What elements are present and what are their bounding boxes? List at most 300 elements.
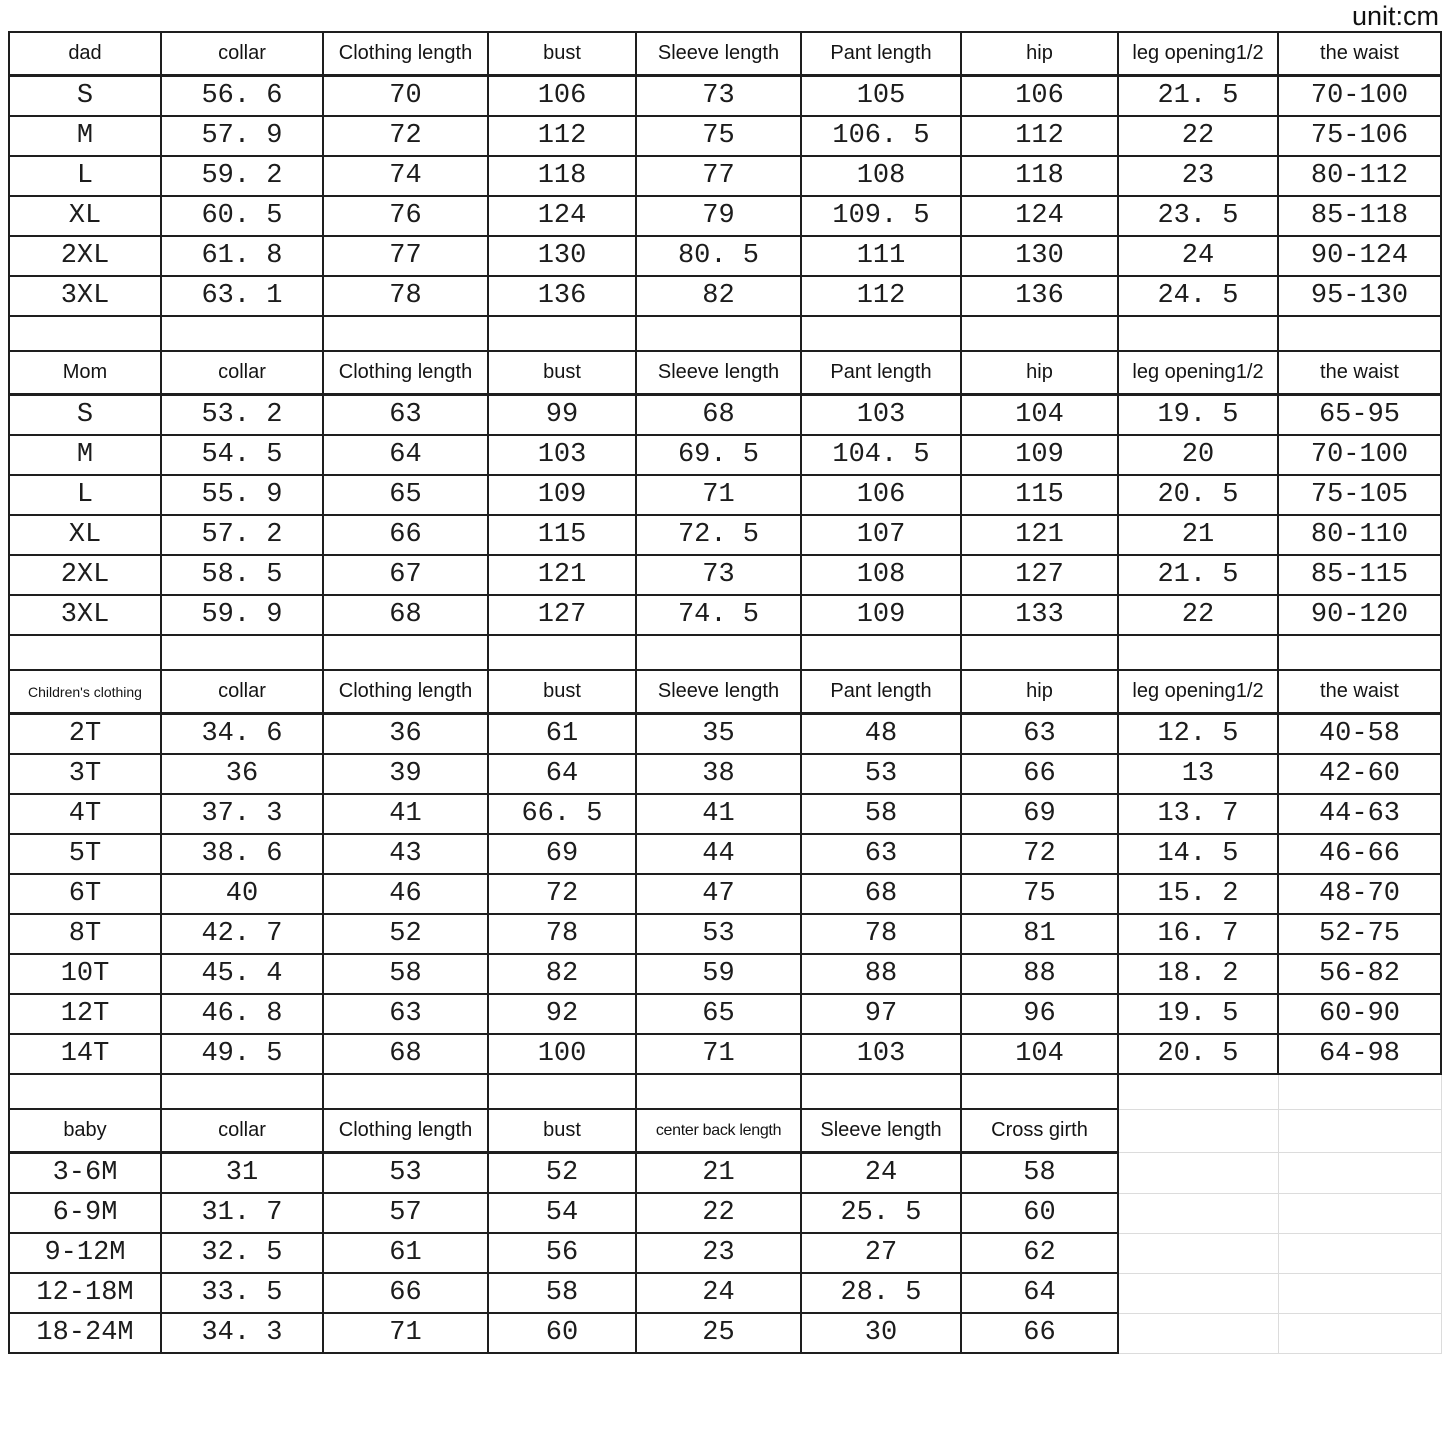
header-cell: hip — [961, 670, 1118, 714]
value-cell: 92 — [488, 994, 636, 1034]
value-cell: 81 — [961, 914, 1118, 954]
header-cell: Sleeve length — [636, 32, 801, 76]
value-cell: 60-90 — [1278, 994, 1441, 1034]
value-cell: 49. 5 — [161, 1034, 323, 1074]
value-cell: 18. 2 — [1118, 954, 1278, 994]
size-cell: 12-18M — [9, 1273, 161, 1313]
value-cell: 61. 8 — [161, 236, 323, 276]
value-cell: 77 — [636, 156, 801, 196]
value-cell: 61 — [323, 1233, 488, 1273]
value-cell: 76 — [323, 196, 488, 236]
value-cell: 82 — [488, 954, 636, 994]
empty-cell — [1118, 635, 1278, 670]
value-cell: 23 — [1118, 156, 1278, 196]
value-cell: 60 — [961, 1193, 1118, 1233]
value-cell: 108 — [801, 555, 961, 595]
separator-row-2 — [9, 635, 1441, 670]
value-cell: 47 — [636, 874, 801, 914]
value-cell: 63 — [961, 714, 1118, 755]
value-cell: 42-60 — [1278, 754, 1441, 794]
empty-cell — [961, 316, 1118, 351]
value-cell: 63 — [323, 994, 488, 1034]
children-row — [9, 754, 1441, 794]
value-cell: 24 — [801, 1153, 961, 1194]
value-cell: 63 — [801, 834, 961, 874]
value-cell: 121 — [961, 515, 1118, 555]
dad-row — [9, 116, 1441, 156]
size-cell: 2XL — [9, 555, 161, 595]
header-cell: leg opening1/2 — [1118, 32, 1278, 76]
empty-cell — [801, 1074, 961, 1109]
value-cell: 13 — [1118, 754, 1278, 794]
mom-header-row — [9, 351, 1441, 395]
ghost-cell — [1278, 1313, 1441, 1353]
value-cell: 109. 5 — [801, 196, 961, 236]
empty-cell — [488, 1074, 636, 1109]
empty-cell — [323, 635, 488, 670]
value-cell: 22 — [1118, 116, 1278, 156]
value-cell: 105 — [801, 76, 961, 117]
value-cell: 112 — [961, 116, 1118, 156]
value-cell: 48-70 — [1278, 874, 1441, 914]
header-cell: bust — [488, 32, 636, 76]
value-cell: 35 — [636, 714, 801, 755]
value-cell: 21 — [636, 1153, 801, 1194]
value-cell: 53 — [323, 1153, 488, 1194]
size-cell: XL — [9, 515, 161, 555]
value-cell: 103 — [801, 395, 961, 436]
header-cell: collar — [161, 1109, 323, 1153]
value-cell: 13. 7 — [1118, 794, 1278, 834]
value-cell: 68 — [636, 395, 801, 436]
header-cell: Cross girth — [961, 1109, 1118, 1153]
value-cell: 39 — [323, 754, 488, 794]
value-cell: 64-98 — [1278, 1034, 1441, 1074]
value-cell: 136 — [488, 276, 636, 316]
header-cell: Pant length — [801, 32, 961, 76]
value-cell: 62 — [961, 1233, 1118, 1273]
value-cell: 109 — [488, 475, 636, 515]
dad-header-row — [9, 32, 1441, 76]
value-cell: 106 — [488, 76, 636, 117]
dad-row — [9, 276, 1441, 316]
baby-row — [9, 1193, 1441, 1233]
value-cell: 72 — [488, 874, 636, 914]
value-cell: 20 — [1118, 435, 1278, 475]
value-cell: 109 — [961, 435, 1118, 475]
empty-cell — [161, 316, 323, 351]
value-cell: 100 — [488, 1034, 636, 1074]
header-cell: Mom — [9, 351, 161, 395]
value-cell: 56 — [488, 1233, 636, 1273]
value-cell: 19. 5 — [1118, 395, 1278, 436]
value-cell: 64 — [323, 435, 488, 475]
value-cell: 90-120 — [1278, 595, 1441, 635]
value-cell: 53 — [636, 914, 801, 954]
value-cell: 82 — [636, 276, 801, 316]
value-cell: 74 — [323, 156, 488, 196]
value-cell: 58. 5 — [161, 555, 323, 595]
children-row — [9, 794, 1441, 834]
value-cell: 70-100 — [1278, 76, 1441, 117]
value-cell: 115 — [488, 515, 636, 555]
header-cell: Clothing length — [323, 670, 488, 714]
value-cell: 43 — [323, 834, 488, 874]
size-cell: 10T — [9, 954, 161, 994]
ghost-cell — [1118, 1193, 1278, 1233]
empty-cell — [323, 316, 488, 351]
children-row — [9, 714, 1441, 755]
empty-cell — [801, 635, 961, 670]
value-cell: 67 — [323, 555, 488, 595]
ghost-cell — [1118, 1273, 1278, 1313]
empty-cell — [161, 1074, 323, 1109]
header-cell: Sleeve length — [801, 1109, 961, 1153]
value-cell: 68 — [323, 1034, 488, 1074]
value-cell: 118 — [961, 156, 1118, 196]
value-cell: 40-58 — [1278, 714, 1441, 755]
value-cell: 75 — [636, 116, 801, 156]
value-cell: 80-112 — [1278, 156, 1441, 196]
value-cell: 111 — [801, 236, 961, 276]
dad-row — [9, 236, 1441, 276]
ghost-cell — [1118, 1233, 1278, 1273]
mom-section — [9, 351, 1441, 635]
header-cell: collar — [161, 670, 323, 714]
value-cell: 12. 5 — [1118, 714, 1278, 755]
separator-row — [9, 635, 1441, 670]
value-cell: 71 — [636, 1034, 801, 1074]
value-cell: 28. 5 — [801, 1273, 961, 1313]
separator-row-1 — [9, 316, 1441, 351]
ghost-cell — [1278, 1074, 1441, 1109]
value-cell: 19. 5 — [1118, 994, 1278, 1034]
ghost-cell — [1278, 1109, 1441, 1153]
value-cell: 20. 5 — [1118, 1034, 1278, 1074]
ghost-cell — [1118, 1313, 1278, 1353]
value-cell: 77 — [323, 236, 488, 276]
baby-header-row — [9, 1109, 1441, 1153]
value-cell: 66 — [323, 515, 488, 555]
value-cell: 24 — [636, 1273, 801, 1313]
value-cell: 22 — [636, 1193, 801, 1233]
value-cell: 25. 5 — [801, 1193, 961, 1233]
value-cell: 112 — [801, 276, 961, 316]
header-cell: bust — [488, 1109, 636, 1153]
mom-row — [9, 595, 1441, 635]
size-cell: L — [9, 156, 161, 196]
value-cell: 136 — [961, 276, 1118, 316]
value-cell: 130 — [961, 236, 1118, 276]
empty-cell — [9, 1074, 161, 1109]
empty-cell — [9, 316, 161, 351]
size-cell: 14T — [9, 1034, 161, 1074]
mom-row — [9, 395, 1441, 436]
value-cell: 103 — [488, 435, 636, 475]
value-cell: 52 — [323, 914, 488, 954]
value-cell: 104 — [961, 395, 1118, 436]
value-cell: 127 — [961, 555, 1118, 595]
mom-row — [9, 515, 1441, 555]
value-cell: 68 — [323, 595, 488, 635]
value-cell: 45. 4 — [161, 954, 323, 994]
value-cell: 80. 5 — [636, 236, 801, 276]
value-cell: 54. 5 — [161, 435, 323, 475]
baby-row — [9, 1233, 1441, 1273]
value-cell: 60 — [488, 1313, 636, 1353]
dad-row — [9, 76, 1441, 117]
children-row — [9, 994, 1441, 1034]
value-cell: 38 — [636, 754, 801, 794]
value-cell: 71 — [323, 1313, 488, 1353]
empty-cell — [636, 635, 801, 670]
children-row — [9, 1034, 1441, 1074]
size-cell: 8T — [9, 914, 161, 954]
value-cell: 48 — [801, 714, 961, 755]
header-cell: dad — [9, 32, 161, 76]
empty-cell — [9, 635, 161, 670]
value-cell: 66 — [961, 754, 1118, 794]
value-cell: 41 — [636, 794, 801, 834]
size-cell: 18-24M — [9, 1313, 161, 1353]
value-cell: 103 — [801, 1034, 961, 1074]
size-cell: 12T — [9, 994, 161, 1034]
value-cell: 52-75 — [1278, 914, 1441, 954]
value-cell: 66 — [323, 1273, 488, 1313]
ghost-cell — [1278, 1153, 1441, 1194]
value-cell: 106. 5 — [801, 116, 961, 156]
value-cell: 65 — [323, 475, 488, 515]
value-cell: 58 — [801, 794, 961, 834]
value-cell: 31 — [161, 1153, 323, 1194]
value-cell: 95-130 — [1278, 276, 1441, 316]
dad-section — [9, 32, 1441, 316]
size-cell: 6T — [9, 874, 161, 914]
header-cell: center back length — [636, 1109, 801, 1153]
size-cell: 3XL — [9, 276, 161, 316]
value-cell: 21 — [1118, 515, 1278, 555]
size-cell: 6-9M — [9, 1193, 161, 1233]
value-cell: 88 — [961, 954, 1118, 994]
value-cell: 27 — [801, 1233, 961, 1273]
empty-cell — [1118, 316, 1278, 351]
value-cell: 124 — [961, 196, 1118, 236]
mom-row — [9, 555, 1441, 595]
value-cell: 23. 5 — [1118, 196, 1278, 236]
header-cell: hip — [961, 32, 1118, 76]
children-section — [9, 670, 1441, 1074]
header-cell: bust — [488, 670, 636, 714]
ghost-cell — [1118, 1109, 1278, 1153]
header-cell: Sleeve length — [636, 351, 801, 395]
size-cell: 3XL — [9, 595, 161, 635]
size-cell: M — [9, 116, 161, 156]
dad-row — [9, 156, 1441, 196]
ghost-cell — [1278, 1233, 1441, 1273]
size-cell: 3T — [9, 754, 161, 794]
separator-row-3 — [9, 1074, 1441, 1109]
value-cell: 32. 5 — [161, 1233, 323, 1273]
header-cell: baby — [9, 1109, 161, 1153]
value-cell: 30 — [801, 1313, 961, 1353]
size-cell: 5T — [9, 834, 161, 874]
value-cell: 118 — [488, 156, 636, 196]
size-cell: M — [9, 435, 161, 475]
value-cell: 107 — [801, 515, 961, 555]
value-cell: 69. 5 — [636, 435, 801, 475]
value-cell: 75-105 — [1278, 475, 1441, 515]
header-cell: bust — [488, 351, 636, 395]
value-cell: 52 — [488, 1153, 636, 1194]
value-cell: 124 — [488, 196, 636, 236]
value-cell: 106 — [801, 475, 961, 515]
value-cell: 33. 5 — [161, 1273, 323, 1313]
size-cell: 9-12M — [9, 1233, 161, 1273]
value-cell: 53. 2 — [161, 395, 323, 436]
value-cell: 58 — [961, 1153, 1118, 1194]
value-cell: 70 — [323, 76, 488, 117]
value-cell: 63. 1 — [161, 276, 323, 316]
value-cell: 69 — [488, 834, 636, 874]
value-cell: 127 — [488, 595, 636, 635]
value-cell: 41 — [323, 794, 488, 834]
baby-row — [9, 1313, 1441, 1353]
value-cell: 31. 7 — [161, 1193, 323, 1233]
value-cell: 63 — [323, 395, 488, 436]
header-cell: hip — [961, 351, 1118, 395]
value-cell: 64 — [488, 754, 636, 794]
value-cell: 42. 7 — [161, 914, 323, 954]
value-cell: 78 — [801, 914, 961, 954]
value-cell: 71 — [636, 475, 801, 515]
empty-cell — [1278, 316, 1441, 351]
value-cell: 121 — [488, 555, 636, 595]
header-cell: Children's clothing — [9, 670, 161, 714]
value-cell: 130 — [488, 236, 636, 276]
value-cell: 70-100 — [1278, 435, 1441, 475]
value-cell: 96 — [961, 994, 1118, 1034]
size-cell: S — [9, 395, 161, 436]
empty-cell — [488, 635, 636, 670]
value-cell: 72 — [323, 116, 488, 156]
header-cell: the waist — [1278, 351, 1441, 395]
value-cell: 57 — [323, 1193, 488, 1233]
value-cell: 79 — [636, 196, 801, 236]
header-cell: Sleeve length — [636, 670, 801, 714]
baby-row — [9, 1273, 1441, 1313]
value-cell: 74. 5 — [636, 595, 801, 635]
header-cell: collar — [161, 32, 323, 76]
value-cell: 66. 5 — [488, 794, 636, 834]
value-cell: 66 — [961, 1313, 1118, 1353]
value-cell: 34. 6 — [161, 714, 323, 755]
value-cell: 59. 9 — [161, 595, 323, 635]
ghost-cell — [1118, 1074, 1278, 1109]
header-cell: collar — [161, 351, 323, 395]
value-cell: 75 — [961, 874, 1118, 914]
value-cell: 73 — [636, 555, 801, 595]
ghost-cell — [1118, 1153, 1278, 1194]
value-cell: 59 — [636, 954, 801, 994]
header-cell: the waist — [1278, 670, 1441, 714]
value-cell: 46. 8 — [161, 994, 323, 1034]
value-cell: 54 — [488, 1193, 636, 1233]
value-cell: 78 — [488, 914, 636, 954]
size-cell: XL — [9, 196, 161, 236]
size-cell: S — [9, 76, 161, 117]
empty-cell — [801, 316, 961, 351]
value-cell: 58 — [323, 954, 488, 994]
value-cell: 15. 2 — [1118, 874, 1278, 914]
value-cell: 90-124 — [1278, 236, 1441, 276]
value-cell: 133 — [961, 595, 1118, 635]
header-cell: Clothing length — [323, 351, 488, 395]
size-cell: 2T — [9, 714, 161, 755]
header-cell: leg opening1/2 — [1118, 351, 1278, 395]
value-cell: 60. 5 — [161, 196, 323, 236]
value-cell: 24. 5 — [1118, 276, 1278, 316]
value-cell: 37. 3 — [161, 794, 323, 834]
size-cell: L — [9, 475, 161, 515]
value-cell: 21. 5 — [1118, 555, 1278, 595]
value-cell: 72. 5 — [636, 515, 801, 555]
value-cell: 40 — [161, 874, 323, 914]
value-cell: 108 — [801, 156, 961, 196]
separator-row — [9, 1074, 1441, 1109]
value-cell: 20. 5 — [1118, 475, 1278, 515]
header-cell: Pant length — [801, 351, 961, 395]
value-cell: 59. 2 — [161, 156, 323, 196]
baby-section — [9, 1109, 1441, 1353]
value-cell: 14. 5 — [1118, 834, 1278, 874]
value-cell: 57. 2 — [161, 515, 323, 555]
empty-cell — [1278, 635, 1441, 670]
size-cell: 4T — [9, 794, 161, 834]
empty-cell — [323, 1074, 488, 1109]
empty-cell — [488, 316, 636, 351]
empty-cell — [961, 1074, 1118, 1109]
value-cell: 61 — [488, 714, 636, 755]
value-cell: 65 — [636, 994, 801, 1034]
value-cell: 104 — [961, 1034, 1118, 1074]
value-cell: 85-118 — [1278, 196, 1441, 236]
value-cell: 56-82 — [1278, 954, 1441, 994]
children-row — [9, 914, 1441, 954]
value-cell: 106 — [961, 76, 1118, 117]
baby-row — [9, 1153, 1441, 1194]
value-cell: 97 — [801, 994, 961, 1034]
children-header-row — [9, 670, 1441, 714]
size-chart-table — [8, 31, 1442, 1354]
value-cell: 46-66 — [1278, 834, 1441, 874]
value-cell: 36 — [161, 754, 323, 794]
dad-row — [9, 196, 1441, 236]
value-cell: 46 — [323, 874, 488, 914]
value-cell: 112 — [488, 116, 636, 156]
ghost-cell — [1278, 1273, 1441, 1313]
header-cell: Pant length — [801, 670, 961, 714]
value-cell: 23 — [636, 1233, 801, 1273]
value-cell: 34. 3 — [161, 1313, 323, 1353]
value-cell: 22 — [1118, 595, 1278, 635]
header-cell: Clothing length — [323, 32, 488, 76]
value-cell: 115 — [961, 475, 1118, 515]
mom-row — [9, 475, 1441, 515]
value-cell: 24 — [1118, 236, 1278, 276]
value-cell: 85-115 — [1278, 555, 1441, 595]
value-cell: 55. 9 — [161, 475, 323, 515]
value-cell: 88 — [801, 954, 961, 994]
